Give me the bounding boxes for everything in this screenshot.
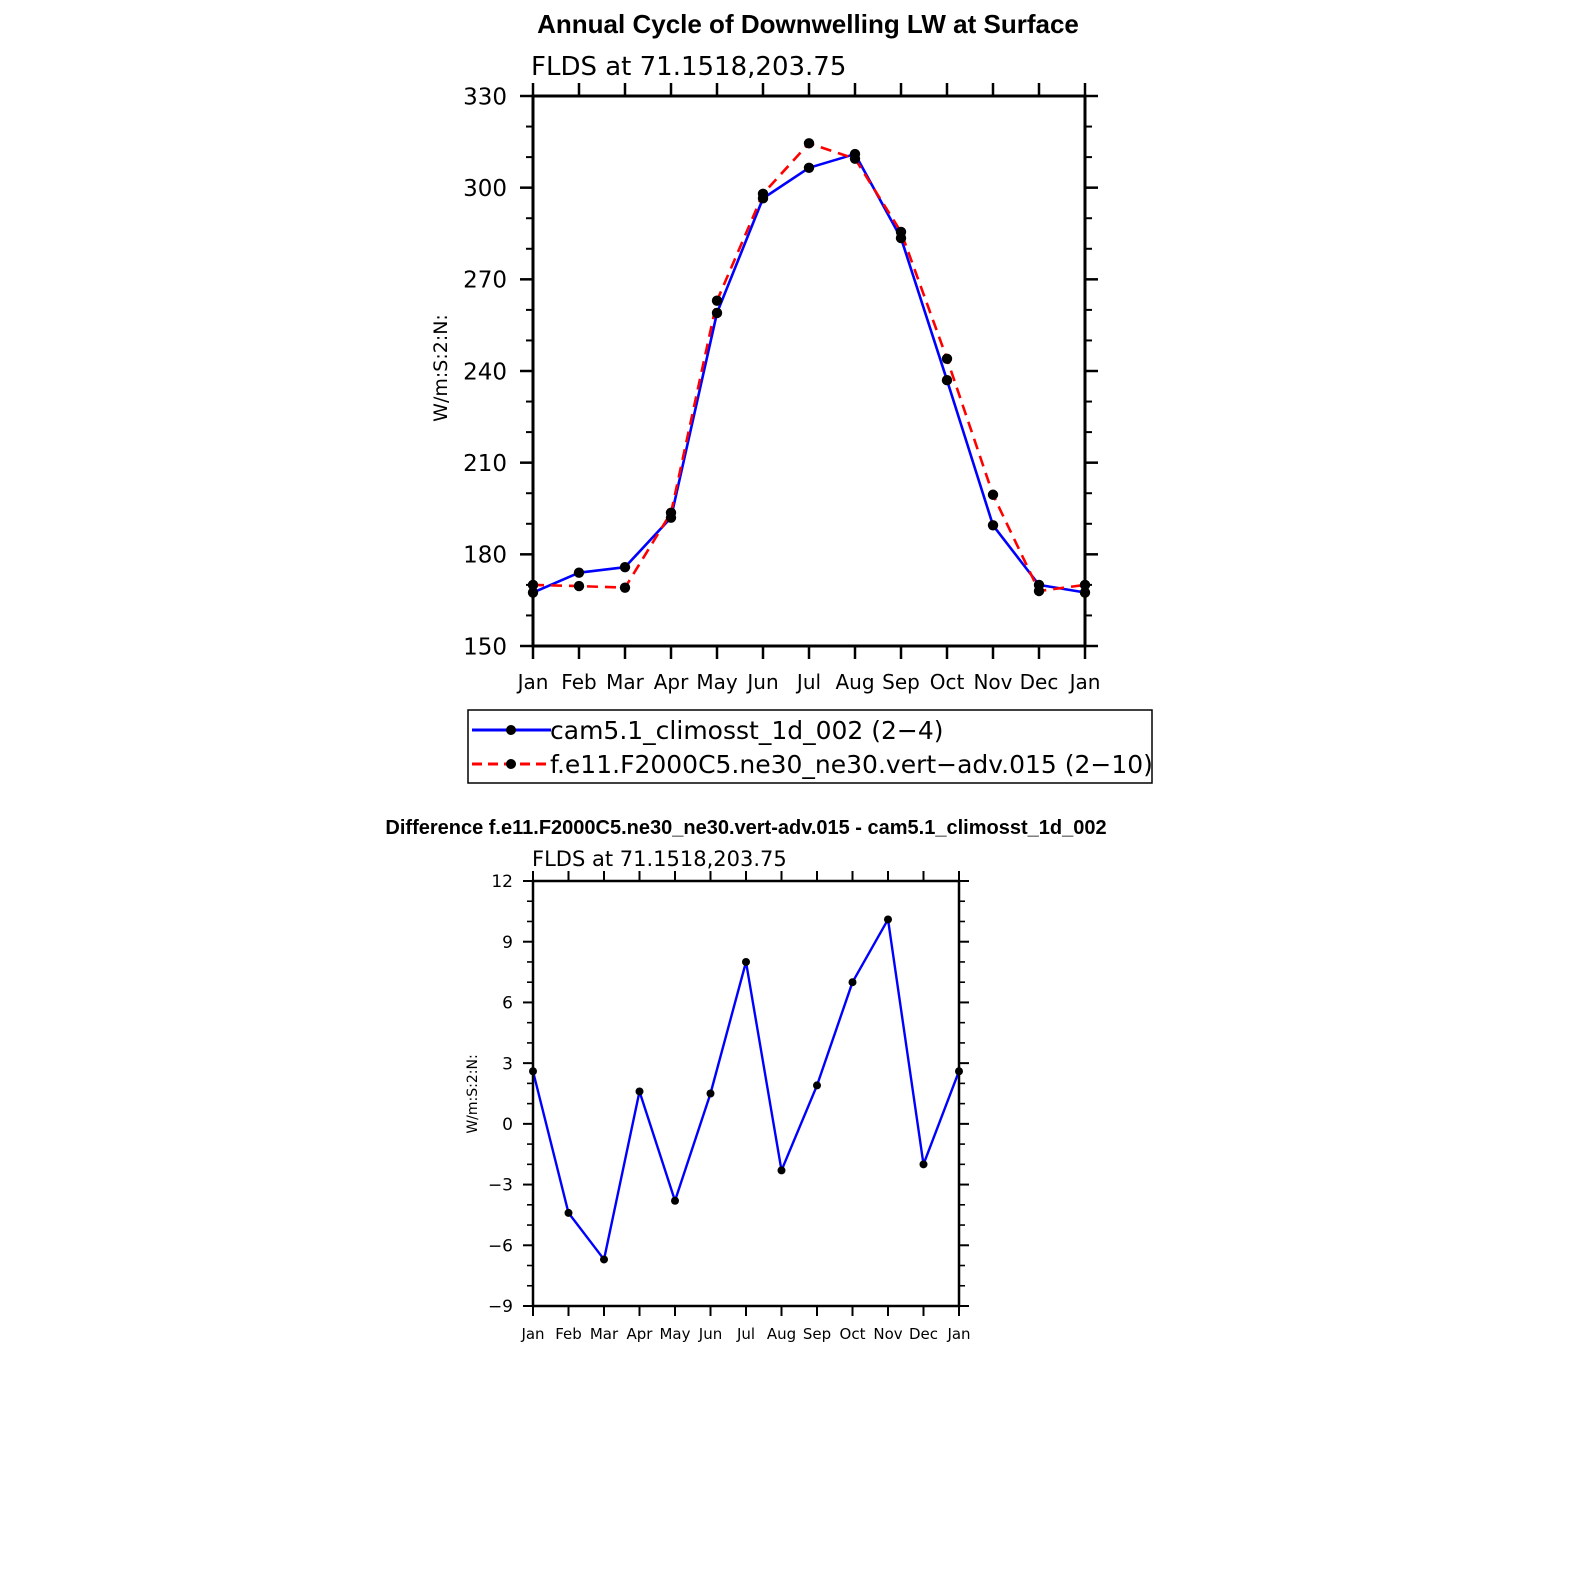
series-0-point (742, 958, 750, 966)
series-0-point (988, 520, 998, 530)
x-tick-label: Apr (626, 1325, 653, 1343)
chart1-legend (468, 710, 1153, 783)
legend-label-cam5: cam5.1_climosst_1d_002 (2−4) (550, 716, 944, 745)
series-1-point (850, 153, 860, 163)
x-tick-label: Sep (802, 1325, 832, 1343)
series-0-point (778, 1166, 786, 1174)
x-tick-label: Feb (561, 670, 597, 694)
x-tick-label: Jul (796, 670, 822, 694)
difference-chart (385, 817, 1106, 1343)
series-0-point (707, 1090, 715, 1098)
series-1-point (758, 189, 768, 199)
y-tick-label: −6 (487, 1236, 513, 1257)
y-tick-label: 6 (502, 993, 513, 1014)
x-tick-label: Jan (947, 1325, 971, 1343)
x-tick-label: Jan (521, 1325, 545, 1343)
chart1-series-points (528, 138, 1090, 598)
annual-cycle-chart (430, 9, 1153, 783)
x-tick-label: Jun (747, 670, 779, 694)
chart2-title: Difference f.e11.F2000C5.ne30_ne30.vert-adv.015 - cam5.1_climosst_1d_002 (385, 817, 1107, 839)
y-tick-label: 270 (463, 267, 507, 294)
series-0-point (620, 562, 630, 572)
series-1-point (666, 508, 676, 518)
chart1-subtitle: FLDS at 71.1518,203.75 (531, 52, 847, 82)
series-line-0 (533, 919, 959, 1259)
series-0-point (942, 375, 952, 385)
y-tick-label: 150 (463, 634, 507, 661)
series-0-point (565, 1209, 573, 1217)
series-0-point (671, 1197, 679, 1205)
chart1-series-lines (533, 143, 1085, 592)
series-1-point (988, 490, 998, 500)
chart1-x-tick-labels (516, 670, 1101, 694)
x-tick-label: May (659, 1325, 691, 1343)
y-tick-label: 240 (463, 359, 507, 386)
y-tick-label: 210 (463, 450, 507, 477)
series-1-point (712, 296, 722, 306)
y-tick-label: 12 (491, 872, 513, 893)
x-tick-label: Jan (1069, 670, 1101, 694)
series-line-0 (533, 154, 1085, 592)
series-0-point (636, 1087, 644, 1095)
x-tick-label: Oct (929, 670, 965, 694)
series-0-point (813, 1081, 821, 1089)
chart2-plot-frame (533, 881, 959, 1306)
x-tick-label: May (696, 670, 738, 694)
legend-label-f-e11: f.e11.F2000C5.ne30_ne30.vert−adv.015 (2−10) (550, 750, 1153, 779)
legend-marker-f-e11 (506, 759, 516, 769)
series-1-point (804, 138, 814, 148)
x-tick-label: Aug (835, 670, 875, 694)
y-tick-label: −9 (487, 1297, 513, 1318)
y-tick-label: 180 (463, 542, 507, 569)
series-0-point (600, 1255, 608, 1263)
x-tick-label: Jun (698, 1325, 723, 1343)
series-1-point (1034, 586, 1044, 596)
chart2-ticks (523, 871, 969, 1316)
x-tick-label: Dec (908, 1325, 939, 1343)
chart1-title: Annual Cycle of Downwelling LW at Surface (537, 9, 1079, 39)
y-tick-label: −3 (487, 1175, 513, 1196)
x-tick-label: Aug (766, 1325, 797, 1343)
x-tick-label: Sep (882, 670, 920, 694)
series-1-point (620, 582, 630, 592)
y-tick-label: 3 (502, 1054, 513, 1075)
chart2-y-tick-labels (488, 872, 513, 1317)
series-0-point (574, 567, 584, 577)
series-1-point (896, 227, 906, 237)
series-0-point (884, 915, 892, 923)
series-1-point (574, 581, 584, 591)
x-tick-label: Apr (653, 670, 689, 694)
chart2-x-tick-labels (520, 1325, 970, 1343)
x-tick-label: Feb (555, 1325, 582, 1343)
series-line-1 (533, 143, 1085, 591)
series-1-point (942, 354, 952, 364)
chart1-plot-frame (533, 96, 1085, 646)
series-0-point (849, 978, 857, 986)
x-tick-label: Jul (736, 1325, 756, 1343)
x-tick-label: Mar (589, 1325, 619, 1343)
legend-marker-cam5 (506, 725, 516, 735)
series-0-point (712, 308, 722, 318)
x-tick-label: Mar (606, 670, 644, 694)
x-tick-label: Oct (839, 1325, 866, 1343)
series-0-point (804, 163, 814, 173)
chart2-ylabel: W/m:S:2:N: (465, 1054, 481, 1134)
y-tick-label: 9 (502, 932, 513, 953)
x-tick-label: Nov (873, 1325, 903, 1343)
series-0-point (920, 1160, 928, 1168)
chart2-subtitle: FLDS at 71.1518,203.75 (532, 847, 787, 871)
x-tick-label: Nov (973, 670, 1013, 694)
chart1-y-tick-labels (463, 84, 507, 660)
x-tick-label: Jan (517, 670, 549, 694)
y-tick-label: 330 (463, 84, 507, 111)
x-tick-label: Dec (1019, 670, 1059, 694)
y-tick-label: 0 (502, 1114, 513, 1135)
y-tick-label: 300 (463, 175, 507, 202)
chart1-ylabel: W/m:S:2:N: (430, 314, 452, 422)
chart2-series-lines (533, 919, 959, 1259)
